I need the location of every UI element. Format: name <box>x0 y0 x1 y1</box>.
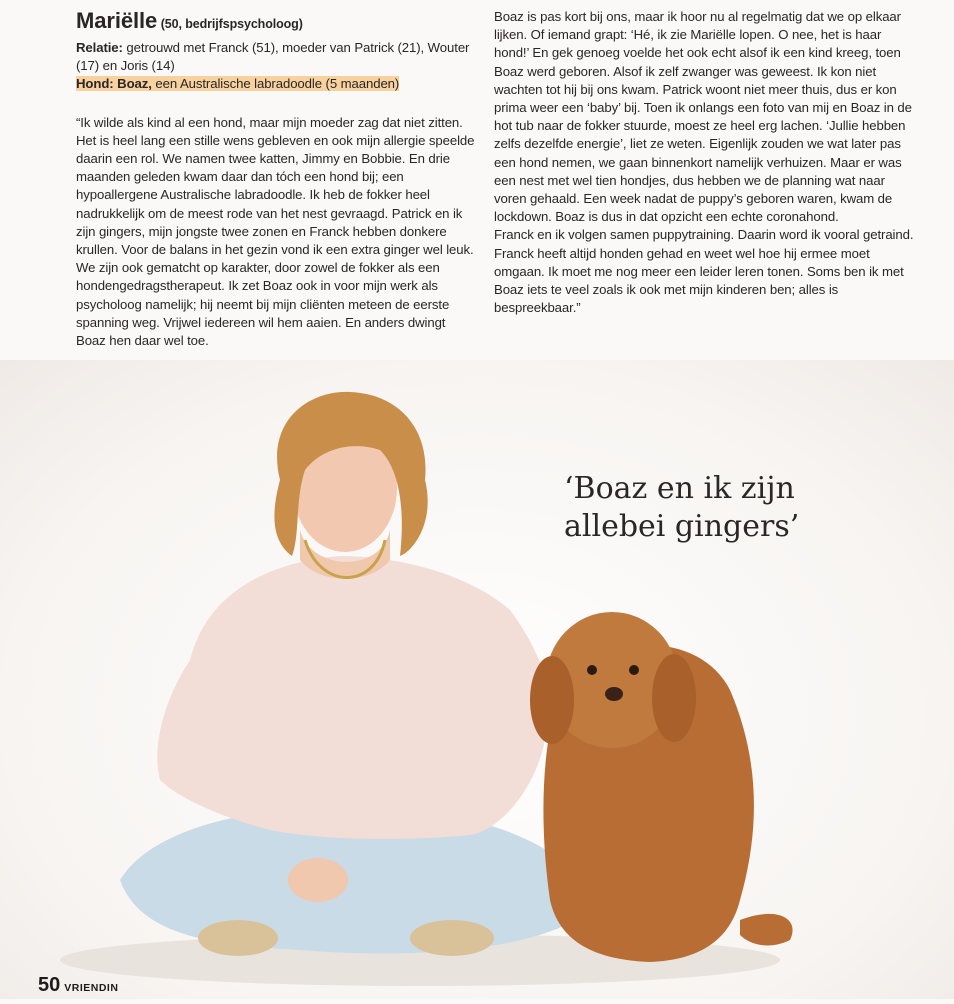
page-footer <box>38 974 118 997</box>
dog-ear-left <box>530 656 574 744</box>
dog-nose <box>605 687 623 701</box>
dog-eye-left <box>587 665 597 675</box>
profile-heading <box>76 8 476 37</box>
body-left-paragraph: “Ik wilde als kind al een hond, maar mijn moeder zag dat niet zitten. Het is heel lang een stille wens gebleven en ook mijn allergie speelde daarin een rol. We namen twee katten, Jimmy en Bobbie. En drie maanden geleden kwam daar dan tóch een hond bij; een hypoallergene Australische labradoodle. Ik heb de fokker heel nadrukkelijk om de meest rode van het nest gevraagd. Patrick en ik zijn gingers, mijn jongste twee zonen en Franck hebben donkere krullen. Voor de balans in het gezin vond ik een extra ginger wel leuk. We zijn ook gematcht op karakter, door zowel de fokker als een hondengedragstherapeut. Ik zet Boaz ook in voor mijn werk als psycholoog namelijk; hij neemt bij mijn cliënten meteen de eerste spanning weg. Vrijwel iedereen wil hem aaien. En anders dwingt Boaz hen daar wel toe. <box>76 114 475 349</box>
sweater-shape <box>157 556 550 839</box>
dog-eye-right <box>629 665 639 675</box>
pull-quote-line-1: ‘Boaz en ik zijn <box>564 471 795 506</box>
body-right-paragraph-2: Franck en ik volgen samen puppytraining. Daarin word ik vooral getraind. Franck heeft altijd honden gehad en weet wel hoe hij ermee moet omgaan. Ik moet me nog meer een leider leren tonen. Soms ben ik met Boaz iets te veel zoals ik ook met mijn kinderen ben; alles is bespreekbaar.” <box>494 227 914 316</box>
relation-line <box>76 39 476 75</box>
dog-ear-right <box>652 654 696 742</box>
left-shoe <box>198 920 278 956</box>
dog-text: een Australische labradoodle (5 maanden) <box>155 76 400 92</box>
right-column <box>494 8 914 317</box>
pull-quote <box>564 470 864 546</box>
pull-quote-line-2: allebei gingers’ <box>564 509 800 544</box>
dog-label: Hond: Boaz, <box>76 76 152 92</box>
dog-highlight <box>76 76 399 91</box>
profile-name: Mariëlle <box>76 8 158 33</box>
dog-line <box>76 75 476 93</box>
relation-label: Relatie: <box>76 40 123 55</box>
profile-meta: (50, bedrijfspsycholoog) <box>160 17 303 31</box>
dog-tail <box>740 914 793 946</box>
page-number: 50 <box>38 974 61 996</box>
relation-text: getrouwd met Franck (51), moeder van Patrick (21), Wouter (17) en Joris (14) <box>76 40 470 74</box>
right-shoe <box>410 920 494 956</box>
left-column <box>76 8 476 350</box>
hands-shape <box>288 858 348 902</box>
body-right-paragraph-1: Boaz is pas kort bij ons, maar ik hoor nu al regelmatig dat we op elkaar lijken. Of iemand grapt: ‘Hé, ik zie Mariëlle lopen. O nee, het is haar hond!’ En gek genoeg voelde het ook echt alsof ik een kind kreeg, toen Boaz werd geboren. Alsof ik zelf zwanger was geweest. Ik kon niet wachten tot hij bij ons kwam. Patrick woont niet meer thuis, dus er kon prima weer een ‘baby’ bij. Toen ik onlangs een foto van mij en Boaz in de hot tub naar de fokker stuurde, moest ze heel erg lachen. ‘Jullie hebben zelfs dezelfde energie’, liet ze weten. Eigenlijk zouden we wat later pas een hond nemen, we gaan binnenkort namelijk verhuizen. Maar er was een nest met wel tien hondjes, dus hebben we de planning wat naar voren gehaald. Een week nadat de puppy’s geboren waren, kwam de lockdown. Boaz is dus in dat opzicht een echte coronahond. <box>494 9 912 225</box>
magazine-name: VRIENDIN <box>64 982 119 994</box>
portrait-photo <box>0 360 954 999</box>
portrait-illustration <box>0 360 954 999</box>
